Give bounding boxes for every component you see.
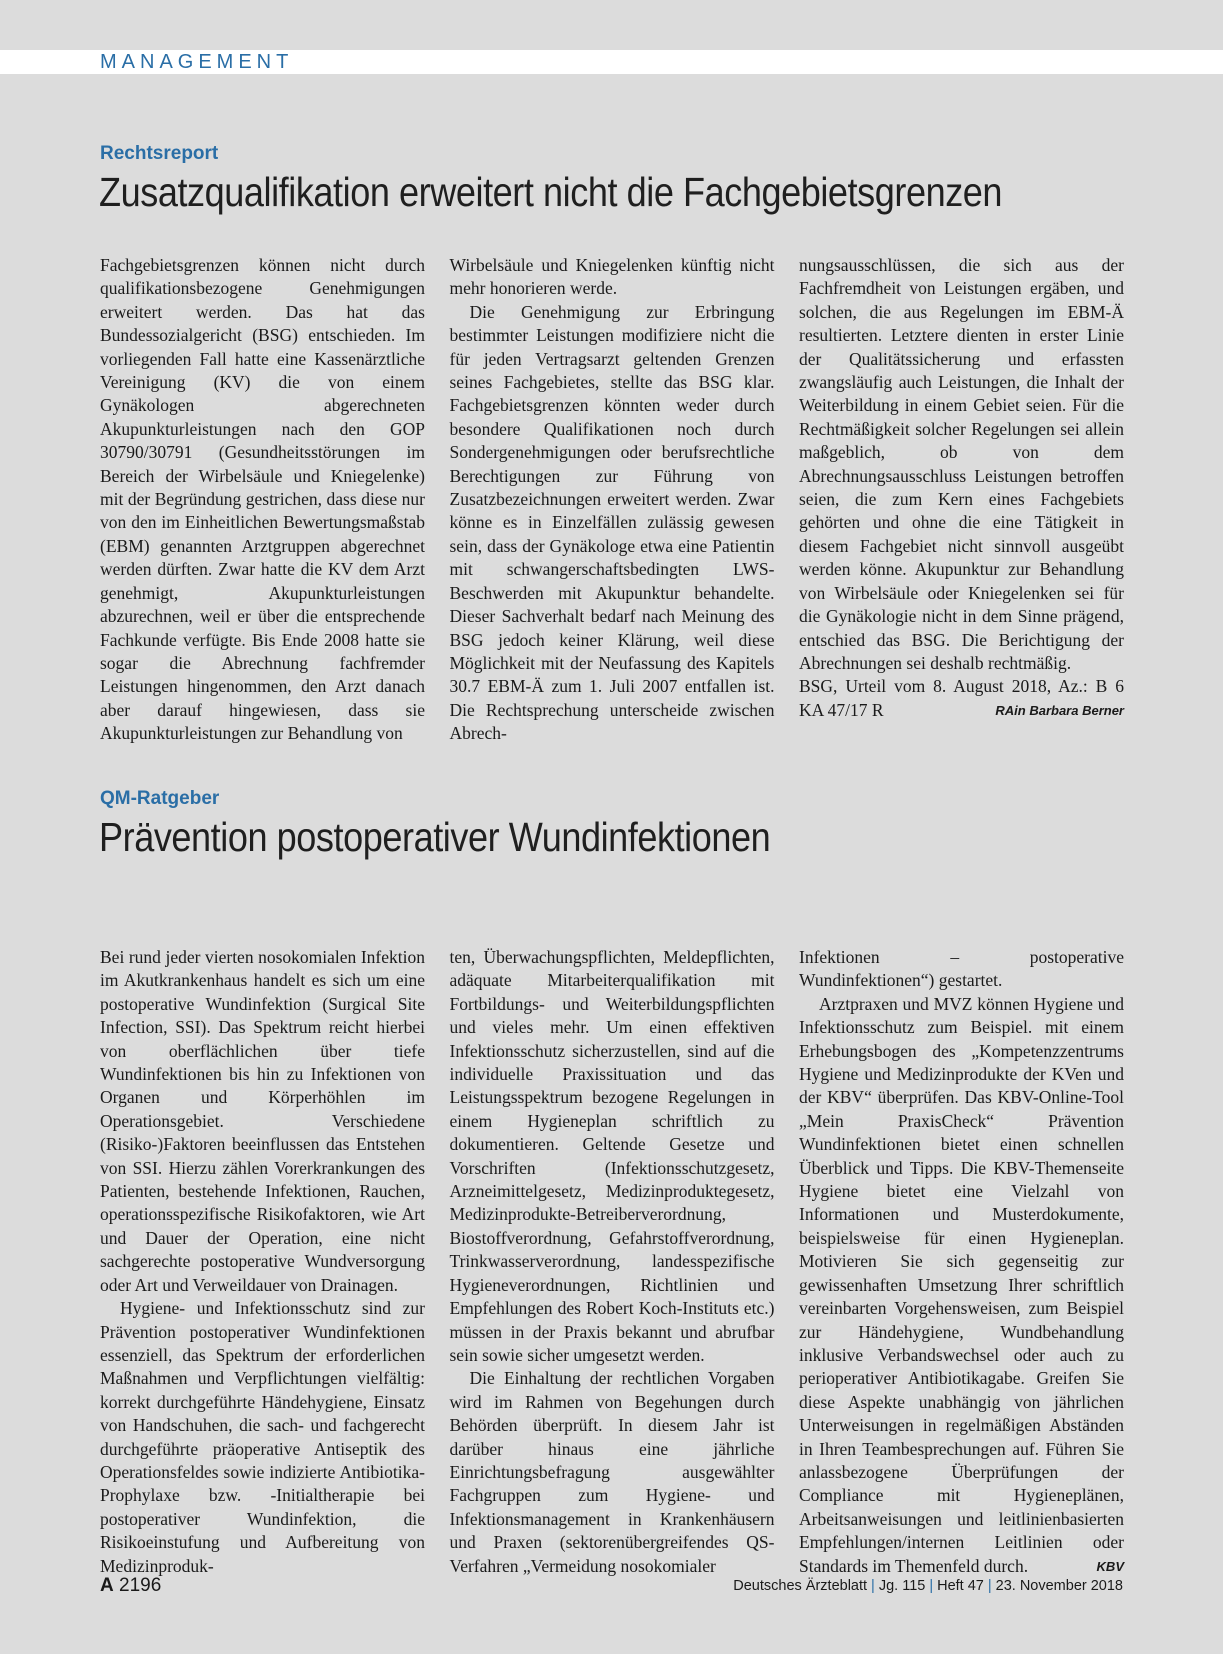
page-prefix: A [100,1575,114,1596]
journal-issue: Heft 47 [937,1578,984,1594]
article1-paragraph: nungsausschlüssen, die sich aus der Fachfremdheit von Leistungen ergäben, und solchen, die aus Regelungen im EBM-Ä resultierten. Letztere dienten in erster Linie der Qualitätssicherung und erfassten zwangsläufig auch Leistungen, die Inhalt der Weiterbildung in einem Gebiet seien. Für die Rechtmäßigkeit solcher Regelungen sei allein maßgeblich, ob von dem Abrechnungsausschluss Leistungen betroffen seien, die zum Kern eines Fachgebiets gehörten und ohne die eine Tätigkeit in diesem Fachgebiet nicht sinnvoll ausgeübt werden könne. Akupunktur zur Behandlung von Wirbelsäule oder Kniegelenken sei für die Gynäkologie nicht in dem Sinne prägend, entschied das BSG. Die Berichtigung der Abrechnungen sei deshalb rechtmäßig. [799,255,1124,673]
article1-title: Zusatzqualifikation erweitert nicht die Fachgebietsgrenzen [99,169,1003,215]
article1-paragraph: Die Genehmigung zur Erbringung bestimmter Leistungen modifiziere nicht die für jeden Vertragsarzt geltenden Grenzen seines Fachgebietes, stellte das BSG klar. Fachgebietsgrenzen könnten weder durch besondere Qualifikationen noch durch Sondergenehmigungen oder berufsrechtliche Berechtigungen zur Führung von Zusatzbezeichnungen erweitert werden. Zwar könne es in Einzelfällen zulässig gewesen sein, dass der Gynäkologe etwa eine Patientin mit schwangerschaftsbedingten LWS-Beschwerden mit Akupunktur behandelte. Dieser Sachverhalt bedarf nach Meinung des BSG jedoch keiner Klärung, weil diese Möglichkeit mit der Neufassung des Kapitels 30.7 EBM-Ä zum 1. Juli 2007 entfallen ist. Die Rechtsprechung unterscheide zwischen Abrech- [449,301,775,744]
article2-column-1 [100,946,425,1578]
article1-paragraph: Wirbelsäule und Kniegelenken künftig nicht mehr honorieren werde. [449,255,775,299]
article2-paragraph [799,993,1124,1578]
article1-column-1 [100,254,425,746]
article2-author: KBV [1096,1558,1124,1574]
article2-body [100,946,1124,1578]
article2-column-2 [450,946,775,1578]
article1-reference [799,675,1124,722]
article2-paragraph: Hygiene- und Infektionsschutz sind zur Prävention postoperativer Wundinfektionen essenziell, das Spektrum der erforderlichen Maßnahmen und Verpflichtungen vielfältig: korrekt durchgeführte Händehygiene, Einsatz von Handschuhen, die sach- und fachgerecht durchgeführte präoperative Antiseptik des Operationsfeldes sowie indizierte Antibiotika-Prophylaxe bzw. -Initialtherapie bei postoperativer Wundinfektion, die Risikoeinstufung und Aufbereitung von Medizinproduk- [100,1298,425,1576]
article2-paragraph: Infektionen – postoperative Wundinfektionen“) gestartet. [799,947,1124,991]
article1-body [100,254,1124,746]
article2-kicker: QM-Ratgeber [100,788,220,809]
court-reference: BSG, Urteil vom 8. August 2018, Az.: B 6 KA 47/17 R [799,676,1124,720]
section-label: MANAGEMENT [100,50,299,74]
separator: | [929,1578,934,1594]
separator: | [871,1578,875,1594]
journal-volume: Jg. 115 [878,1578,926,1594]
top-margin [0,0,1223,50]
article2-paragraph: Bei rund jeder vierten nosokomialen Infektion im Akutkrankenhaus handelt es sich um eine postoperative Wundinfektion (Surgical Site Infection, SSI). Das Spektrum reicht hierbei von oberflächlichen über tiefe Wundinfektionen bis hin zu Infektionen von Organen und Körperhöhlen im Operationsgebiet. Verschiedene (Risiko-)Faktoren beeinflussen das Entstehen von SSI. Hierzu zählen Vorerkrankungen des Patienten, bestehende Infektionen, Rauchen, operationsspezifische Risikofaktoren, wie Art und Dauer der Operation, eine nicht sachgerechte postoperative Wundversorgung oder Art und Verweildauer von Drainagen. [100,947,425,1295]
separator: | [987,1578,992,1594]
article2-paragraph-text: Arztpraxen und MVZ können Hygiene und Infektionsschutz zum Beispiel. mit einem Erhebungsbogen des „Kompetenzzentrums Hygiene und Medizinprodukte der KVen und der KBV“ überprüfen. Das KBV-Online-Tool „Mein PraxisCheck“ Prävention Wundinfektionen bietet einen schnellen Überblick und Tipps. Die KBV-Themenseite Hygiene bietet eine Vielzahl von Informationen und Musterdokumente, beispielsweise für einen Hygieneplan. Motivieren Sie sich gegenseitig zur gewissenhaften Umsetzung Ihrer schriftlich vereinbarten Vorgehensweisen, zum Beispiel zur Händehygiene, Wundbehandlung inklusive Verbandswechsel oder auch zu perioperativer Antibiotikagabe. Greifen Sie diese Aspekte unabhängig von jährlichen Unterweisungen in regelmäßigen Abständen in Ihren Teambesprechungen auf. Führen Sie anlassbezogene Überprüfungen der Compliance mit Hygieneplänen, Arbeitsanweisungen und leitlinienbasierten Empfehlungen/internen Leitlinien oder Standards im Themenfeld durch. [799,993,1124,1576]
page-number-value: 2196 [119,1575,162,1596]
article2-paragraph: ten, Überwachungspflichten, Meldepflichten, adäquate Mitarbeiterqualifikation mit Fortbildungs- und Weiterbildungspflichten und vieles mehr. Um einen effektiven Infektionsschutz sicherzustellen, sind auf die individuelle Praxissituation und das Leistungsspektrum bezogene Regelungen in einem Hygieneplan schriftlich zu dokumentieren. Geltende Gesetze und Vorschriften (Infektionsschutzgesetz, Arzneimittelgesetz, Medizinproduktegesetz, Medizinprodukte-Betreiberverordnung, Biostoffverordnung, Gefahrstoffverordnung, Trinkwasserverordnung, landesspezifische Hygieneverordnungen, Richtlinien und Empfehlungen des Robert Koch-Instituts etc.) müssen in der Praxis bekannt und abrufbar sein sowie sicher umgesetzt werden. [449,947,775,1365]
article1-author: RAin Barbara Berner [995,702,1124,718]
article1-column-3 [799,254,1124,746]
article2-column-3 [799,946,1124,1578]
journal-info [733,1578,1123,1594]
article1-column-2 [450,254,775,746]
journal-name: Deutsches Ärzteblatt [733,1578,868,1594]
page-number [100,1575,161,1597]
article1-kicker: Rechtsreport [100,143,219,164]
article2-title: Prävention postoperativer Wundinfektionen [99,814,771,860]
article1-paragraph: Fachgebietsgrenzen können nicht durch qualifikationsbezogene Genehmigungen erweitert werden. Das hat das Bundessozialgericht (BSG) entschieden. Im vorliegenden Fall hatte eine Kassenärztliche Vereinigung (KV) die von einem Gynäkologen abgerechneten Akupunkturleistungen nach den GOP 30790/30791 (Gesundheitsstörungen im Bereich der Wirbelsäule und Kniegelenke) mit der Begründung gestrichen, dass diese nur von den im Einheitlichen Bewertungsmaßstab (EBM) genannten Arztgruppen abgerechnet werden dürften. Zwar hatte die KV dem Arzt genehmigt, Akupunkturleistungen abzurechnen, weil er über die entsprechende Fachkunde verfügte. Bis Ende 2008 hatte sie sogar die Abrechnung fachfremder Leistungen hingenommen, den Arzt danach aber darauf hingewiesen, dass sie Akupunkturleistungen zur Behandlung von [100,255,425,744]
article2-paragraph: Die Einhaltung der rechtlichen Vorgaben wird im Rahmen von Begehungen durch Behörden überprüft. In diesem Jahr ist darüber hinaus eine jährliche Einrichtungsbefragung ausgewählter Fachgruppen zum Hygiene- und Infektionsmanagement in Krankenhäusern und Praxen (sektorenübergreifendes QS-Verfahren „Vermeidung nosokomialer [449,1368,775,1576]
journal-date: 23. November 2018 [995,1578,1123,1594]
